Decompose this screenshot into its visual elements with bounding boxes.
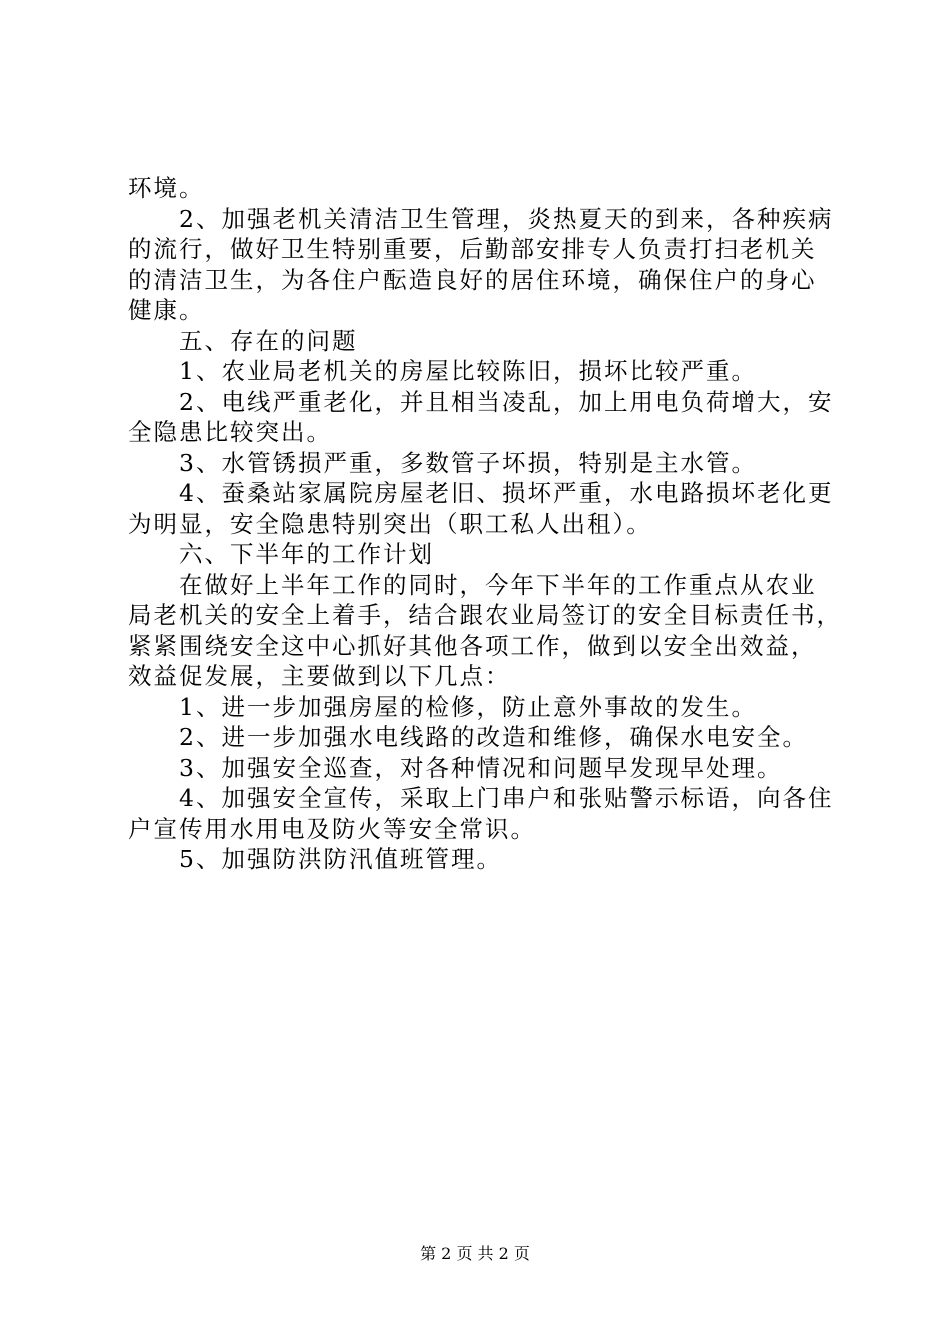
paragraph-line: 3、水管锈损严重，多数管子坏损，特别是主水管。 — [128, 448, 757, 477]
paragraph-line: 局老机关的安全上着手，结合跟农业局签订的安全目标责任书， — [128, 601, 842, 629]
paragraph-line: 户宣传用水用电及防火等安全常识。 — [128, 814, 536, 843]
paragraph-line: 3、加强安全巡查，对各种情况和问题早发现早处理。 — [128, 753, 783, 782]
paragraph-line: 为明显，安全隐患特别突出（职工私人出租）。 — [128, 509, 652, 538]
page-footer — [0, 1244, 950, 1264]
paragraph-line: 5、加强防洪防汛值班管理。 — [128, 845, 502, 873]
paragraph-line: 4、蚕桑站家属院房屋老旧、损坏严重，水电路损坏老化更 — [128, 479, 834, 507]
paragraph-line: 的流行，做好卫生特别重要，后勤部安排专人负责打扫老机关 — [128, 235, 817, 263]
paragraph-line: 健康。 — [128, 296, 205, 324]
section-heading: 五、存在的问题 — [128, 326, 358, 355]
document-body — [128, 173, 842, 875]
paragraph-line: 2、进一步加强水电线路的改造和维修，确保水电安全。 — [128, 723, 808, 751]
page-number-label: 第 2 页 共 2 页 — [420, 1244, 530, 1263]
paragraph-line: 紧紧围绕安全这中心抓好其他各项工作，做到以安全出效益， — [128, 631, 817, 660]
paragraph-line: 环境。 — [128, 174, 205, 202]
paragraph-line: 的清洁卫生，为各住户酝造良好的居住环境，确保住户的身心 — [128, 265, 817, 294]
paragraph-line: 1、农业局老机关的房屋比较陈旧，损坏比较严重。 — [128, 357, 757, 385]
paragraph-line: 全隐患比较突出。 — [128, 418, 332, 446]
paragraph-line: 2、加强老机关清洁卫生管理，炎热夏天的到来，各种疾病 — [128, 204, 834, 233]
paragraph-line: 4、加强安全宣传，采取上门串户和张贴警示标语，向各住 — [128, 784, 834, 812]
paragraph-line: 效益促发展，主要做到以下几点： — [128, 662, 511, 690]
section-heading: 六、下半年的工作计划 — [128, 540, 434, 568]
paragraph-line: 2、电线严重老化，并且相当凌乱，加上用电负荷增大，安 — [128, 387, 834, 416]
paragraph-line: 1、进一步加强房屋的检修，防止意外事故的发生。 — [128, 692, 757, 721]
paragraph-line: 在做好上半年工作的同时，今年下半年的工作重点从农业 — [128, 570, 817, 599]
